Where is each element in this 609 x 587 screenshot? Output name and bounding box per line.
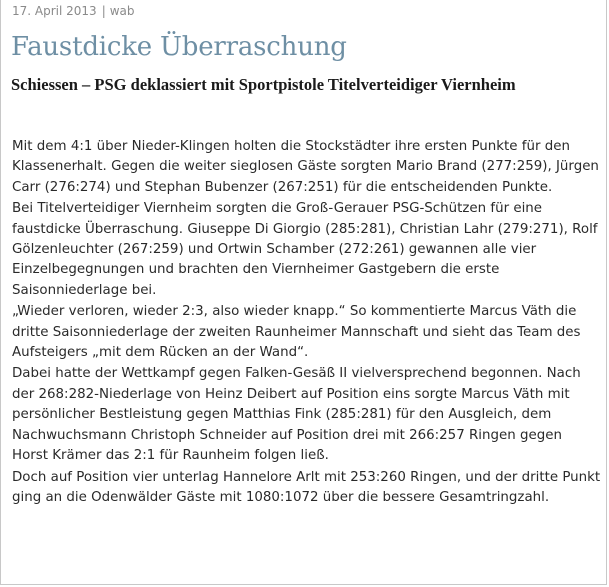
meta-separator: | bbox=[101, 4, 106, 18]
article-paragraph: „Wieder verloren, wieder 2:3, also wieder knapp.“ So kommentierte Marcus Väth die dritte Saisonniederlage der zweiten Raunheimer Mannschaft und sieht das Team des Aufsteigers „mit dem Rücken an der Wand“. bbox=[12, 304, 581, 361]
article-meta bbox=[12, 4, 135, 18]
article-title: Faustdicke Überraschung bbox=[11, 32, 347, 62]
article-paragraph: Bei Titelverteidiger Viernheim sorgten die Groß-Gerauer PSG-Schützen für eine faustdicke Überraschung. Giuseppe Di Giorgio (285:281), Christian Lahr (279:271), Rolf Gölzenleuchter (267:259) und Ortwin Schamber (272:261) gewannen alle vier Einzelbegegnungen und brachten den Viernheimer Gastgebern die erste Saisonniederlage bei. bbox=[12, 201, 598, 298]
article-paragraph: Doch auf Position vier unterlag Hannelore Arlt mit 253:260 Ringen, und der dritte Punkt ging an die Odenwälder Gäste mit 1080:1072 über die bessere Gesamtringzahl. bbox=[12, 469, 601, 505]
article-paragraph: Dabei hatte der Wettkampf gegen Falken-Gesäß II vielversprechend begonnen. Nach der 268:282-Niederlage von Heinz Deibert auf Position eins sorgte Marcus Väth mit persönlicher Bestleistung gegen Matthias Fink (285:281) für den Ausgleich, dem Nachwuchsmann Christoph Schneider auf Position drei mit 266:257 Ringen gegen Horst Krämer das 2:1 für Raunheim folgen ließ. bbox=[12, 366, 581, 464]
article-date: 17. April 2013 bbox=[12, 4, 97, 18]
article-body bbox=[12, 137, 602, 509]
article-author: wab bbox=[109, 4, 135, 18]
article-paragraph: Mit dem 4:1 über Nieder-Klingen holten die Stockstädter ihre ersten Punkte für den Klassenerhalt. Gegen die weiter sieglosen Gäste sorgten Mario Brand (277:259), Jürgen Carr (276:274) und Stephan Bubenzer (267:251) für die entscheidenden Punkte. bbox=[12, 139, 599, 195]
article-subtitle: Schiessen – PSG deklassiert mit Sportpistole Titelverteidiger Viernheim bbox=[11, 75, 516, 94]
